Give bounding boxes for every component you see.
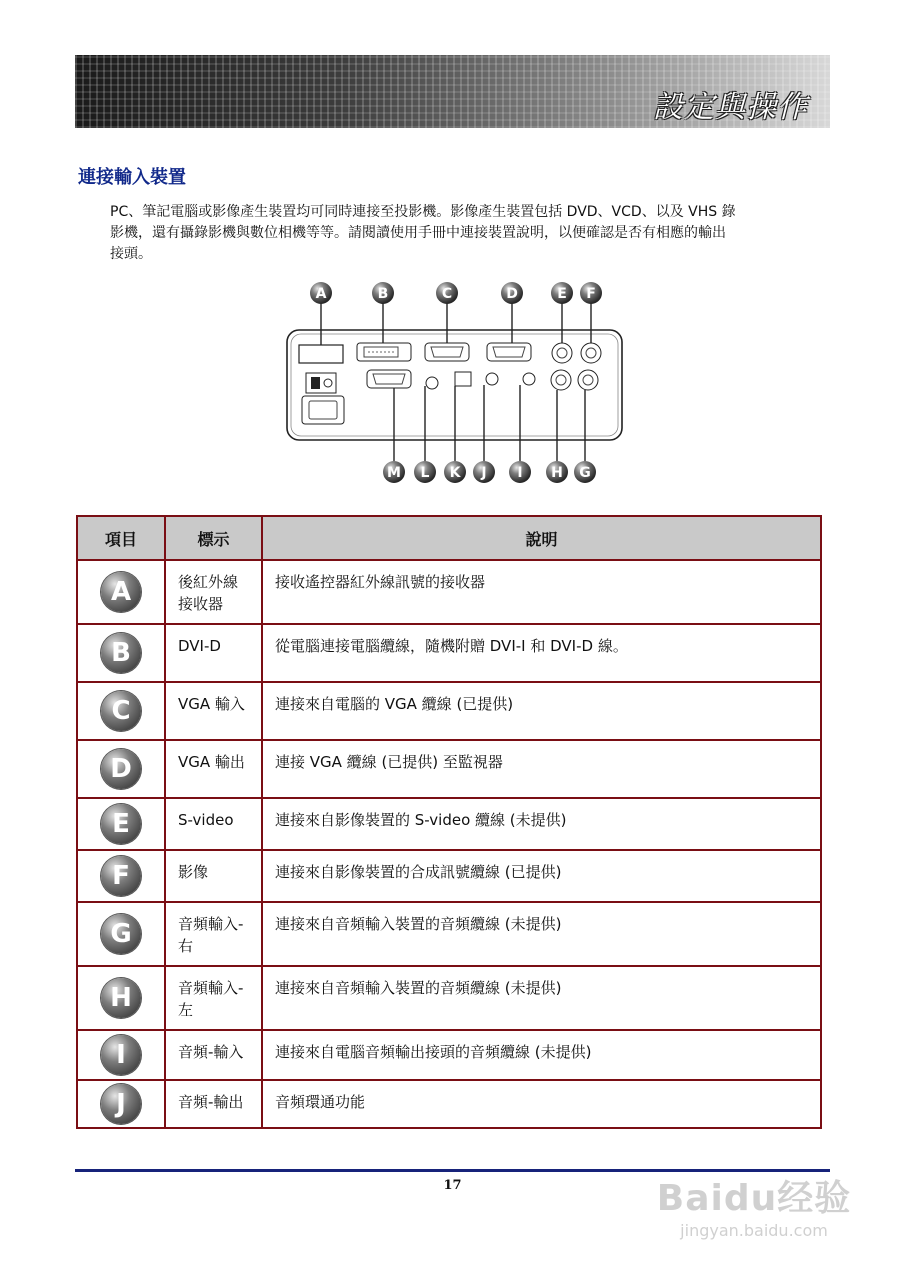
row-description: 從電腦連接電腦纜線，隨機附贈 DVI-I 和 DVI-D 線。 <box>262 624 821 682</box>
audio-in-port <box>523 373 535 385</box>
label-L: L <box>420 465 430 481</box>
row-description: 音頻環通功能 <box>262 1080 821 1128</box>
item-badge: G <box>101 914 141 954</box>
table-row <box>77 798 821 850</box>
header-item: 項目 <box>77 516 165 560</box>
row-description: 連接來自影像裝置的合成訊號纜線 (已提供) <box>262 850 821 902</box>
power-socket <box>302 396 344 424</box>
row-mark: 音頻輸入-左 <box>165 966 262 1030</box>
table-row <box>77 1080 821 1128</box>
item-badge: F <box>101 856 141 896</box>
mini-jack-port <box>426 377 438 389</box>
label-G: G <box>579 465 591 481</box>
top-badges <box>310 282 602 304</box>
row-description: 連接來自電腦的 VGA 纜線 (已提供) <box>262 682 821 740</box>
header-description: 說明 <box>262 516 821 560</box>
audio-in-left-port <box>551 370 571 390</box>
row-mark: VGA 輸出 <box>165 740 262 798</box>
connector-panel-diagram <box>282 278 627 488</box>
usb-port <box>455 372 471 386</box>
row-mark: 後紅外線接收器 <box>165 560 262 624</box>
audio-in-right-port <box>578 370 598 390</box>
section-title: 連接輸入裝置 <box>78 167 186 188</box>
table-row <box>77 966 821 1030</box>
item-badge: C <box>101 691 141 731</box>
label-B: B <box>377 286 389 302</box>
rs232-port <box>367 370 411 388</box>
table-row <box>77 850 821 902</box>
label-F: F <box>586 286 596 302</box>
vga-in-port <box>425 343 469 361</box>
intro-paragraph <box>110 202 826 265</box>
header-banner <box>75 55 830 128</box>
vga-out-port <box>487 343 531 361</box>
label-E: E <box>557 286 567 302</box>
row-description: 連接來自音頻輸入裝置的音頻纜線 (未提供) <box>262 966 821 1030</box>
watermark-url: jingyan.baidu.com <box>680 1221 828 1240</box>
chapter-title: 設定與操作 <box>653 90 808 125</box>
row-description: 連接來自電腦音頻輸出接頭的音頻纜線 (未提供) <box>262 1030 821 1080</box>
s-video-port <box>552 343 572 363</box>
connector-table <box>76 515 822 1129</box>
table-row <box>77 1030 821 1080</box>
label-H: H <box>551 465 563 481</box>
ir-receiver-window <box>299 345 343 363</box>
label-K: K <box>449 465 461 481</box>
label-M: M <box>387 465 401 481</box>
audio-out-port <box>486 373 498 385</box>
watermark <box>649 1170 859 1240</box>
row-description: 連接 VGA 纜線 (已提供) 至監視器 <box>262 740 821 798</box>
label-A: A <box>315 286 327 302</box>
table-row <box>77 740 821 798</box>
item-badge: A <box>101 572 141 612</box>
table-row <box>77 682 821 740</box>
intro-line: 接頭。 <box>110 246 152 262</box>
intro-line: 影機，還有攝錄影機與數位相機等等。請閱讀使用手冊中連接裝置說明，以便確認是否有相應的輸出 <box>110 225 726 241</box>
table-row <box>77 902 821 966</box>
row-description: 接收遙控器紅外線訊號的接收器 <box>262 560 821 624</box>
row-description: 連接來自影像裝置的 S-video 纜線 (未提供) <box>262 798 821 850</box>
label-D: D <box>506 286 518 302</box>
row-mark: VGA 輸入 <box>165 682 262 740</box>
watermark-logo: Baidu经验 <box>656 1178 852 1219</box>
row-mark: 音頻-輸入 <box>165 1030 262 1080</box>
header-mark: 標示 <box>165 516 262 560</box>
item-badge: D <box>101 749 141 789</box>
item-badge: B <box>101 633 141 673</box>
row-mark: DVI-D <box>165 624 262 682</box>
row-mark: 影像 <box>165 850 262 902</box>
item-badge: I <box>101 1035 141 1075</box>
label-C: C <box>441 286 453 302</box>
label-I: I <box>517 465 523 481</box>
video-port <box>581 343 601 363</box>
bottom-badges <box>383 461 596 483</box>
page-number: 17 <box>443 1178 462 1193</box>
table-header-row <box>77 516 821 560</box>
table-row <box>77 560 821 624</box>
item-badge: J <box>101 1084 141 1124</box>
label-J: J <box>481 465 487 481</box>
item-badge: H <box>101 978 141 1018</box>
row-description: 連接來自音頻輸入裝置的音頻纜線 (未提供) <box>262 902 821 966</box>
item-badge: E <box>101 804 141 844</box>
row-mark: S-video <box>165 798 262 850</box>
table-row <box>77 624 821 682</box>
row-mark: 音頻輸入-右 <box>165 902 262 966</box>
intro-line: PC、筆記電腦或影像產生裝置均可同時連接至投影機。影像產生裝置包括 DVD、VCD、以及 VHS 錄 <box>110 204 736 220</box>
row-mark: 音頻-輸出 <box>165 1080 262 1128</box>
